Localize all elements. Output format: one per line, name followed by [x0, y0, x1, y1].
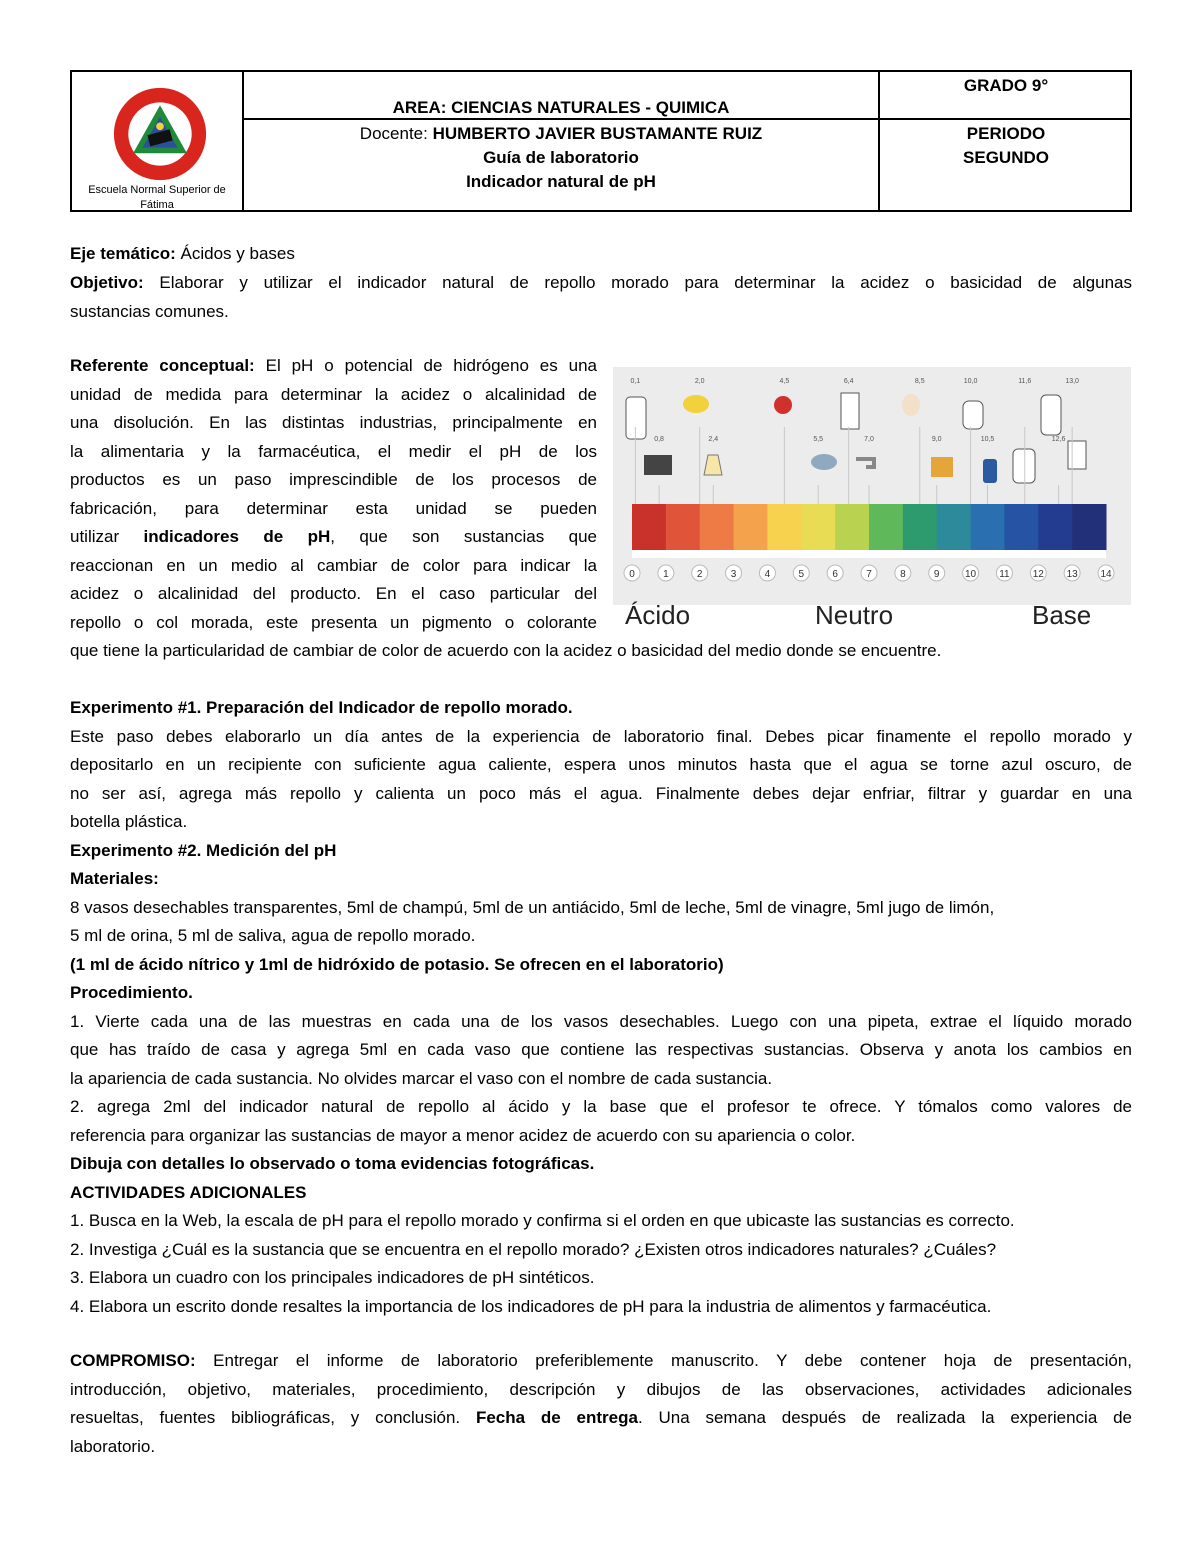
referente-line: una disolución. En las distintas industrias, principalmente en: [70, 413, 597, 432]
sample-ph-value: 10,0: [963, 378, 978, 385]
referente-section: [70, 352, 597, 637]
ammonia-icon: [1013, 449, 1035, 483]
sample-ph-value: 13,0: [1065, 378, 1079, 385]
ph-ruler: [632, 550, 1106, 558]
sample-ph-value: 2,0: [694, 378, 705, 385]
ph-color-segment: [632, 504, 666, 550]
ph-color-segment: [700, 504, 734, 550]
ph-color-segment: [869, 504, 903, 550]
ph-number: 4: [764, 569, 771, 580]
eje-label: Eje temático:: [70, 244, 176, 263]
ph-number: 7: [866, 569, 872, 580]
compromiso-section: [70, 1347, 1132, 1461]
header-divider: [242, 118, 1132, 120]
referente-label: Referente conceptual:: [70, 356, 255, 375]
sample-ph-value: 5,5: [813, 436, 824, 443]
docente-label: Docente:: [359, 124, 428, 143]
sample-ph-value: 2,4: [708, 436, 719, 443]
ph-color-segment: [971, 504, 1005, 550]
neutral-label: Neutro: [815, 600, 894, 630]
experiment-2-title: Experimento #2. Medición del pH: [70, 840, 337, 860]
sample-icons: [626, 393, 1086, 483]
sample-ph-value: 9,0: [931, 436, 942, 443]
sample-ph-value: 12,6: [1051, 436, 1066, 443]
docente-name: HUMBERTO JAVIER BUSTAMANTE RUIZ: [432, 124, 763, 143]
battery-icon: [644, 455, 672, 475]
sample-ph-value: 0,8: [654, 436, 664, 443]
bleach-icon: [1041, 395, 1061, 435]
period-value: SEGUNDO: [963, 148, 1049, 167]
faucet-icon: [856, 459, 874, 467]
procedimiento-line: la apariencia de cada sustancia. No olvides marcar el vaso con el nombre de cada sustancia.: [70, 1068, 773, 1088]
docente-line: [244, 124, 878, 144]
ph-number: 2: [696, 569, 703, 580]
procedimiento-line: que has traído de casa y agrega 5ml en cada vaso que contiene las respectivas sustancias. Observa y anota los cambios en: [70, 1040, 1132, 1059]
ph-indicators-term: indicadores de pH: [143, 527, 331, 546]
compromiso-line: laboratorio.: [70, 1436, 156, 1456]
objetivo-label: Objetivo:: [70, 273, 144, 292]
experiment-1-line: Este paso debes elaborarlo un día antes de la experiencia de laboratorio final. Debes picar finamente el repollo morado y: [70, 726, 1132, 746]
lemon-icon: [683, 395, 709, 413]
drain-cleaner-icon: [1068, 441, 1086, 469]
materiales-line: 8 vasos desechables transparentes, 5ml de champú, 5ml de un antiácido, 5ml de leche, 5ml de vinagre, 5ml jugo de limón,: [70, 897, 995, 917]
rain-cloud-icon: [811, 454, 837, 470]
referente-line: utilizar: [70, 527, 144, 546]
ph-number: 0: [629, 569, 635, 580]
vinegar-icon: [704, 455, 722, 475]
referente-line: fabricación, para determinar esta unidad se pueden: [70, 498, 597, 518]
ph-scale-numbers: [624, 565, 1114, 581]
ph-color-segment: [937, 504, 971, 550]
soap-icon: [963, 401, 983, 429]
actividad-item: 4. Elabora un escrito donde resaltes la importancia de los indicadores de pH para la industria de alimentos y farmacéutica.: [70, 1296, 992, 1316]
ph-color-segment: [1038, 504, 1072, 550]
experiment-1-section: [70, 694, 1132, 1321]
sample-ph-value: 8,5: [914, 378, 925, 385]
header-table: [70, 70, 1132, 212]
baking-soda-icon: [931, 457, 953, 477]
compromiso-line: introducción, objetivo, materiales, procedimiento, descripción y dibujos de las observaciones, actividades adicionales: [70, 1379, 1132, 1399]
sample-ph-value: 11,6: [1018, 378, 1032, 385]
referente-line: unidad de medida para determinar la acidez o alcalinidad de: [70, 384, 597, 404]
procedimiento-label: Procedimiento.: [70, 983, 193, 1002]
ph-number: 6: [832, 569, 838, 580]
materiales-note: (1 ml de ácido nítrico y 1ml de hidróxido de potasio. Se ofrecen en el laboratorio): [70, 954, 724, 974]
ph-color-segment: [801, 504, 835, 550]
school-name: Escuela Normal Superior de Fátima: [88, 184, 226, 211]
experiment-1-line: no ser así, agrega más repollo y calienta un poco más el agua. Finalmente debes dejar enfriar, filtrar y guardar en una: [70, 783, 1132, 803]
referente-line: reaccionan en un medio al cambiar de color para indicar la: [70, 555, 597, 575]
period-label: PERIODO: [966, 124, 1046, 143]
ph-scale-graphic: [613, 367, 1131, 605]
ph-number: 8: [900, 569, 906, 580]
ph-number: 12: [1032, 569, 1044, 580]
ph-number: 1: [663, 569, 669, 580]
ph-color-segment: [767, 504, 801, 550]
eje-section: [70, 240, 1132, 269]
referente-line: productos es un paso imprescindible de los procesos de: [70, 470, 597, 489]
ph-color-bar: [632, 504, 1107, 558]
compromiso-label: COMPROMISO:: [70, 1351, 196, 1370]
ph-number: 14: [1100, 569, 1112, 580]
compromiso-line: Entregar el informe de laboratorio preferiblemente manuscrito. Y debe contener hoja de presentación,: [195, 1351, 1132, 1370]
sample-ph-value: 0,1: [630, 378, 641, 385]
experiment-1-line: botella plástica.: [70, 812, 188, 831]
experiment-1-line: depositarlo en un recipiente con suficiente agua caliente, espera unos minutos hasta que el agua se torne azul oscuro, de: [70, 755, 1132, 774]
school-logo-cell: [72, 72, 242, 210]
actividades-title: ACTIVIDADES ADICIONALES: [70, 1182, 307, 1202]
materiales-line: 5 ml de orina, 5 ml de saliva, agua de repollo morado.: [70, 926, 476, 945]
school-logo-icon: [112, 86, 208, 182]
compromiso-line: . Una semana después de realizada la experiencia de: [637, 1408, 1132, 1427]
ph-color-segment: [734, 504, 768, 550]
objetivo-line2: sustancias comunes.: [70, 301, 229, 321]
objetivo-section: [70, 269, 1132, 326]
ph-number: 13: [1066, 569, 1078, 580]
guide-title: Guía de laboratorio: [483, 148, 639, 167]
ph-color-segment: [1004, 504, 1038, 550]
materiales-label: Materiales:: [70, 869, 159, 888]
topic-title: Indicador natural de pH: [466, 172, 656, 191]
milk-carton-icon: [841, 393, 859, 429]
referente-final-line: [70, 637, 1132, 666]
eje-text: Ácidos y bases: [175, 244, 295, 263]
antacid-icon: [983, 459, 997, 483]
fecha-entrega-label: Fecha de entrega: [475, 1408, 638, 1427]
area-title: AREA: CIENCIAS NATURALES - QUIMICA: [392, 98, 730, 117]
procedimiento-line: 2. agrega 2ml del indicador natural de repollo al ácido y la base que el profesor te ofrece. Y tómalos como valores de: [70, 1097, 1132, 1116]
referente-line: , que son sustancias que: [330, 527, 597, 546]
base-label: Base: [1032, 600, 1092, 630]
dibuja-instruction: Dibuja con detalles lo observado o toma evidencias fotográficas.: [70, 1154, 595, 1173]
referente-line: la alimentaria y la farmacéutica, el medir el pH de los: [70, 441, 597, 461]
procedimiento-line: referencia para organizar las sustancias de mayor a menor acidez de acuerdo con su apariencia o color.: [70, 1125, 856, 1145]
ph-number: 9: [933, 569, 940, 580]
ph-number: 5: [798, 569, 805, 580]
ph-number: 3: [730, 569, 737, 580]
ph-number: 11: [999, 569, 1010, 580]
bottle-icon: [626, 397, 646, 439]
actividad-item: 2. Investiga ¿Cuál es la sustancia que se encuentra en el repollo morado? ¿Existen otros indicadores naturales? ¿Cuáles?: [70, 1239, 997, 1259]
sample-ph-value: 10,5: [980, 436, 995, 443]
objetivo-line1: Elaborar y utilizar el indicador natural de repollo morado para determinar la acidez o basicidad de algunas: [143, 273, 1132, 292]
ph-number: 10: [965, 569, 977, 580]
sample-ph-value: 7,0: [864, 436, 874, 443]
acid-label: Ácido: [625, 600, 691, 630]
ph-color-segment: [1072, 504, 1106, 550]
referente-line: repollo o col morada, este presenta un pigmento o colorante: [70, 612, 597, 632]
grade-label: GRADO 9°: [963, 76, 1049, 95]
sample-ph-value: 4,5: [779, 378, 790, 385]
tomato-icon: [774, 396, 792, 414]
referente-line: acidez o alcalinidad del producto. En el caso particular del: [70, 584, 597, 603]
ph-scale-figure: [613, 367, 1131, 605]
compromiso-line: resueltas, fuentes bibliográficas, y conclusión.: [70, 1408, 476, 1427]
experiment-1-title: Experimento #1. Preparación del Indicador de repollo morado.: [70, 698, 573, 717]
egg-icon: [902, 394, 920, 416]
procedimiento-line: 1. Vierte cada una de las muestras en cada una de los vasos desechables. Luego con una pipeta, extrae el líquido morado: [70, 1011, 1132, 1031]
ph-color-segment: [666, 504, 700, 550]
referente-line: El pH o potencial de hidrógeno es una: [254, 356, 598, 375]
referente-line: que tiene la particularidad de cambiar de color de acuerdo con la acidez o basicidad del medio donde se encuentre.: [70, 641, 942, 660]
sample-ph-value: 6,4: [843, 378, 854, 385]
actividad-item: 1. Busca en la Web, la escala de pH para el repollo morado y confirma si el orden en que ubicaste las sustancias es correcto.: [70, 1211, 1015, 1230]
ph-color-segment: [903, 504, 937, 550]
actividad-item: 3. Elabora un cuadro con los principales indicadores de pH sintéticos.: [70, 1268, 595, 1287]
ph-color-segment: [835, 504, 869, 550]
